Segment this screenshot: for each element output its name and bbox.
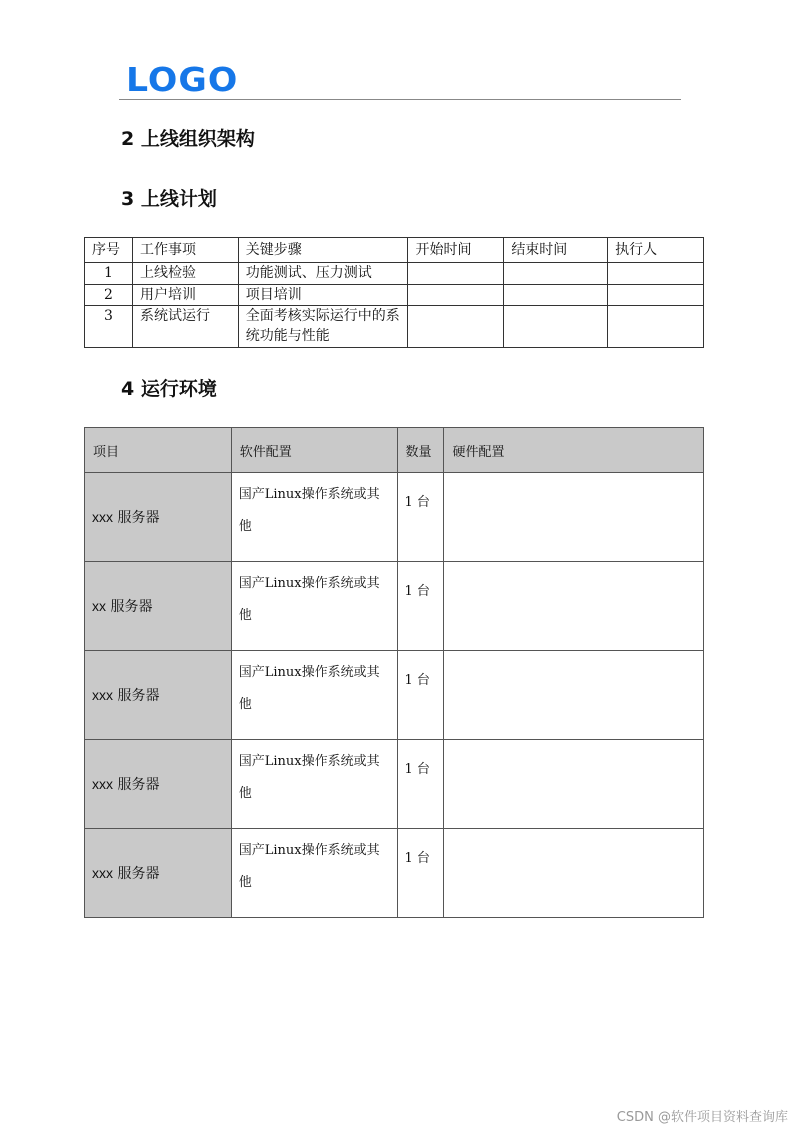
environment-table (84, 427, 704, 918)
quantity: 1 台 (397, 473, 444, 562)
row-index: 1 (85, 263, 133, 285)
server-name (85, 651, 232, 740)
software-config: 国产Linux操作系统或其他 (231, 651, 397, 740)
plan-table (84, 237, 704, 348)
hardware-config (444, 829, 704, 918)
column-header: 硬件配置 (444, 428, 704, 473)
hardware-config (444, 740, 704, 829)
row-end (504, 263, 608, 285)
row-start (408, 263, 504, 285)
server-name-suffix: 服务器 (117, 688, 160, 704)
row-end (504, 306, 608, 348)
table-row (85, 285, 704, 306)
server-name-prefix: xxx (92, 687, 113, 703)
row-owner (608, 306, 704, 348)
row-end (504, 285, 608, 306)
server-name-suffix: 服务器 (117, 866, 160, 882)
row-task: 系统试运行 (132, 306, 238, 348)
row-index: 3 (85, 306, 133, 348)
company-logo: LOGO (126, 60, 239, 99)
column-header: 结束时间 (504, 238, 608, 263)
quantity: 1 台 (397, 562, 444, 651)
section-heading-plan: 3 上线计划 (121, 188, 217, 210)
table-row (85, 562, 704, 651)
quantity: 1 台 (397, 829, 444, 918)
quantity: 1 台 (397, 651, 444, 740)
server-name (85, 740, 232, 829)
server-name-suffix: 服务器 (117, 777, 160, 793)
server-name-prefix: xxx (92, 865, 113, 881)
server-name-prefix: xx (92, 598, 106, 614)
server-name-suffix: 服务器 (117, 510, 160, 526)
quantity: 1 台 (397, 740, 444, 829)
header-divider (119, 99, 681, 100)
column-header: 执行人 (608, 238, 704, 263)
watermark: CSDN @软件项目资料查询库 (616, 1110, 788, 1125)
row-task: 上线检验 (132, 263, 238, 285)
row-task: 用户培训 (132, 285, 238, 306)
plan-table-header (85, 238, 704, 263)
table-row (85, 740, 704, 829)
table-row (85, 651, 704, 740)
row-start (408, 285, 504, 306)
column-header: 项目 (85, 428, 232, 473)
software-config: 国产Linux操作系统或其他 (231, 829, 397, 918)
server-name (85, 562, 232, 651)
table-row (85, 263, 704, 285)
software-config: 国产Linux操作系统或其他 (231, 740, 397, 829)
section-heading-env: 4 运行环境 (121, 378, 217, 400)
server-name-prefix: xxx (92, 509, 113, 525)
column-header: 开始时间 (408, 238, 504, 263)
column-header: 软件配置 (231, 428, 397, 473)
row-owner (608, 263, 704, 285)
table-row (85, 473, 704, 562)
row-owner (608, 285, 704, 306)
server-name (85, 473, 232, 562)
table-row (85, 829, 704, 918)
environment-table-header (85, 428, 704, 473)
column-header: 数量 (397, 428, 444, 473)
server-name-suffix: 服务器 (110, 599, 153, 615)
column-header: 工作事项 (132, 238, 238, 263)
row-index: 2 (85, 285, 133, 306)
section-heading-org: 2 上线组织架构 (121, 128, 255, 150)
server-name-prefix: xxx (92, 776, 113, 792)
row-steps: 项目培训 (238, 285, 408, 306)
row-steps: 功能测试、压力测试 (238, 263, 408, 285)
hardware-config (444, 562, 704, 651)
hardware-config (444, 651, 704, 740)
column-header: 关键步骤 (238, 238, 408, 263)
server-name (85, 829, 232, 918)
software-config: 国产Linux操作系统或其他 (231, 473, 397, 562)
row-start (408, 306, 504, 348)
table-row (85, 306, 704, 348)
software-config: 国产Linux操作系统或其他 (231, 562, 397, 651)
row-steps: 全面考核实际运行中的系统功能与性能 (238, 306, 408, 348)
hardware-config (444, 473, 704, 562)
column-header: 序号 (85, 238, 133, 263)
